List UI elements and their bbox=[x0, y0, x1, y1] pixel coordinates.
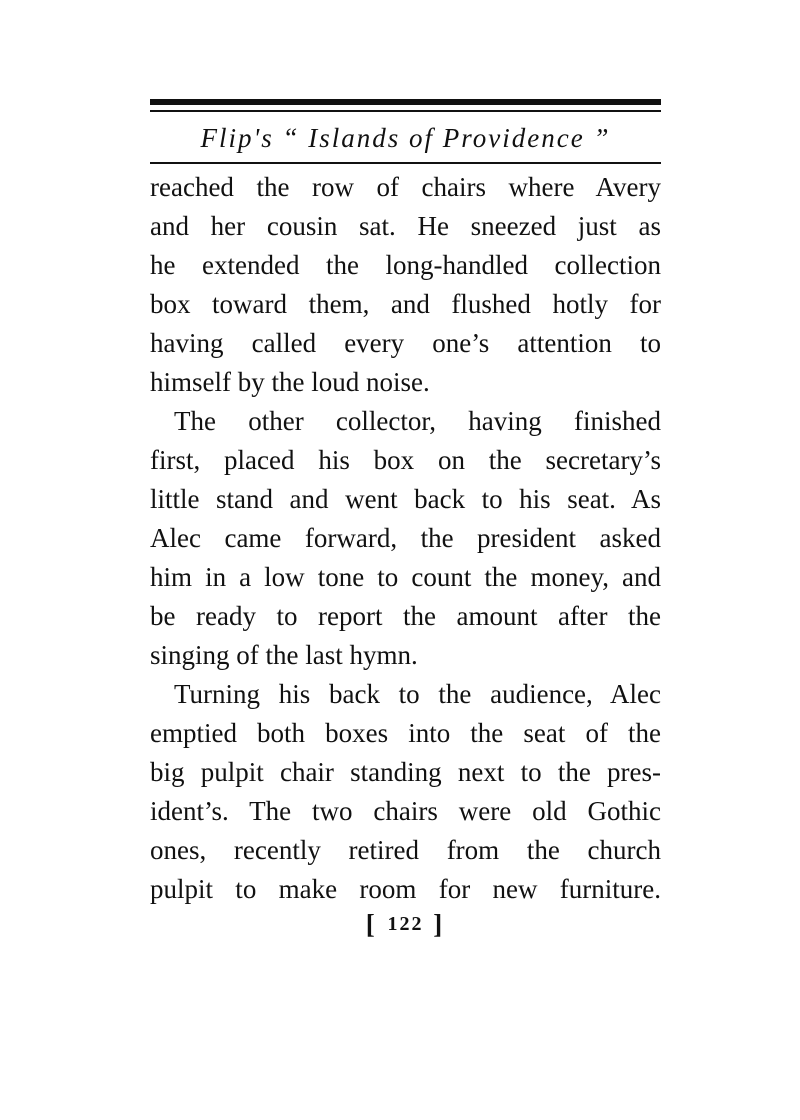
text-line: first, placed his box on the secretary’s bbox=[150, 445, 661, 475]
page-number-open-bracket: [ bbox=[365, 909, 378, 939]
text-line: The other collector, having finished bbox=[174, 406, 661, 436]
text-line: having called every one’s attention to bbox=[150, 328, 661, 358]
text-line: big pulpit chair standing next to the pres- bbox=[150, 757, 661, 787]
page-number-close-bracket: ] bbox=[433, 909, 446, 939]
header-rule-bottom bbox=[150, 162, 661, 164]
text-line: himself by the loud noise. bbox=[150, 367, 430, 397]
text-line: singing of the last hymn. bbox=[150, 640, 418, 670]
text-line: and her cousin sat. He sneezed just as bbox=[150, 211, 661, 241]
header-rule-thin bbox=[150, 110, 661, 112]
page-number bbox=[150, 906, 661, 942]
text-line: him in a low tone to count the money, and bbox=[150, 562, 661, 592]
body-text bbox=[150, 168, 661, 909]
text-line: emptied both boxes into the seat of the bbox=[150, 718, 661, 748]
text-line: ident’s. The two chairs were old Gothic bbox=[150, 796, 661, 826]
text-line: be ready to report the amount after the bbox=[150, 601, 661, 631]
page-number-value: 122 bbox=[387, 913, 424, 935]
text-line: reached the row of chairs where Avery bbox=[150, 172, 661, 202]
text-line: Turning his back to the audience, Alec bbox=[174, 679, 661, 709]
text-line: ones, recently retired from the church bbox=[150, 835, 661, 865]
running-head: Flip's “ Islands of Providence ” bbox=[200, 123, 611, 153]
text-line: box toward them, and flushed hotly for bbox=[150, 289, 661, 319]
text-line: pulpit to make room for new furniture. bbox=[150, 874, 661, 904]
text-line: little stand and went back to his seat. As bbox=[150, 484, 661, 514]
text-line: Alec came forward, the president asked bbox=[150, 523, 661, 553]
header-rule-thick bbox=[150, 99, 661, 105]
text-line: he extended the long-handled collection bbox=[150, 250, 661, 280]
